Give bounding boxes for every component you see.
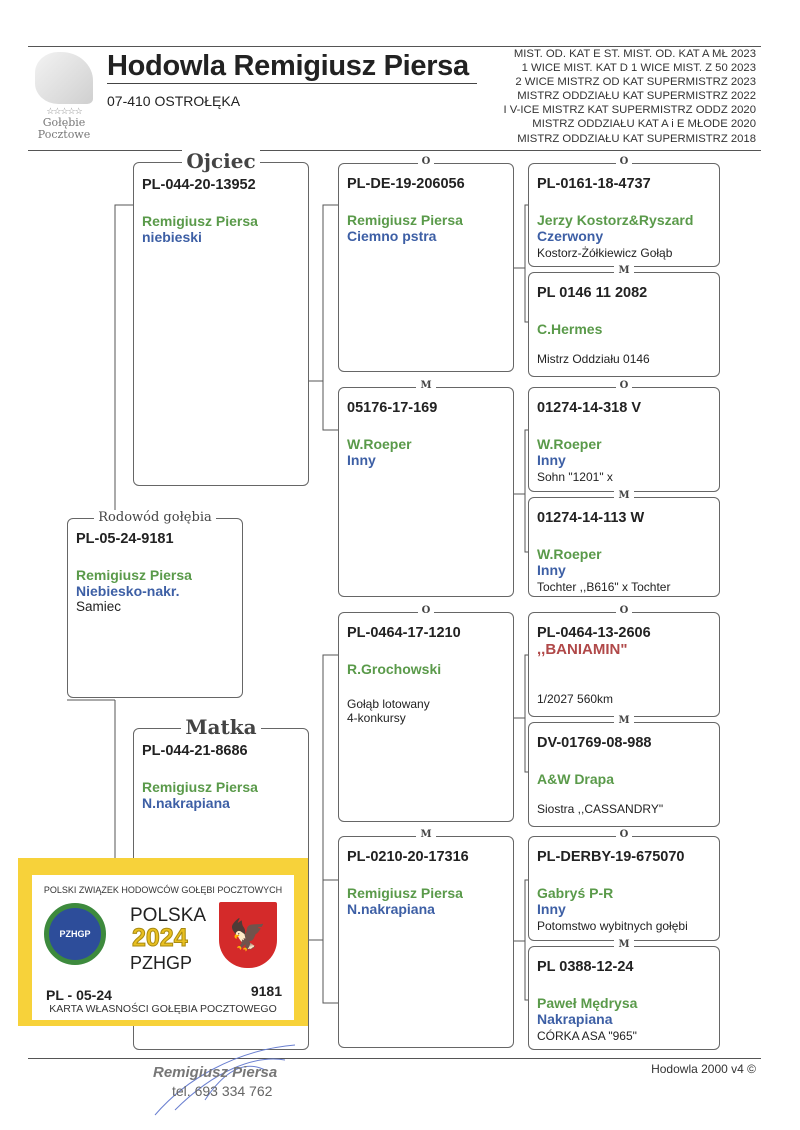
ring-number: 01274-14-318 V — [537, 400, 641, 416]
box-legend — [539, 829, 709, 840]
bird-color: Inny — [347, 452, 376, 468]
bird-note: Tochter ,,B616" x Tochter — [537, 580, 671, 594]
ring-number: DV-01769-08-988 — [537, 735, 652, 751]
pedigree-box-fmm — [528, 490, 720, 597]
ring-number: PL-0464-17-1210 — [347, 625, 461, 641]
box-legend — [349, 605, 503, 616]
breeder-name: Gabryś P-R — [537, 885, 614, 901]
box-label: Rodowód gołębia — [94, 510, 215, 525]
bird-color: N.nakrapiana — [142, 795, 230, 811]
box-label: O — [616, 605, 633, 616]
ring-number: PL-DE-19-206056 — [347, 176, 465, 192]
box-legend — [539, 939, 709, 950]
box-label: Matka — [181, 715, 260, 739]
ring-number: PL-044-20-13952 — [142, 177, 256, 193]
connector-ff — [513, 205, 528, 322]
achievement: 1 WICE MIST. KAT D 1 WICE MIST. Z 50 2023 — [521, 62, 756, 75]
box-label: O — [418, 605, 435, 616]
bird-sex: Samiec — [76, 599, 122, 614]
ring-number: PL-044-21-8686 — [142, 743, 248, 759]
breeder-name: R.Grochowski — [347, 661, 442, 677]
box-label: O — [616, 829, 633, 840]
bird-color: Nakrapiana — [537, 1011, 613, 1027]
achievement: MISTRZ ODDZIAŁU KAT A i E MŁODE 2020 — [532, 118, 756, 131]
box-label: M — [614, 939, 633, 950]
bird-color: Czerwony — [537, 228, 604, 244]
bird-color: Inny — [537, 901, 566, 917]
box-label: M — [614, 265, 633, 276]
ring-number: PL 0146 11 2082 — [537, 285, 648, 301]
ring-number: 01274-14-113 W — [537, 510, 645, 526]
bird-note: 1/2027 560km — [537, 692, 614, 706]
ring-number: PL-05-24-9181 — [76, 531, 174, 547]
box-label: M — [614, 715, 633, 726]
connector-mm — [513, 880, 528, 1000]
phone-number: tel. 693 334 762 — [172, 1083, 273, 1099]
achievement: MISTRZ ODDZIAŁU KAT SUPERMISTRZ 2018 — [517, 132, 756, 145]
card-country: POLSKA — [130, 905, 207, 926]
card-ring-number: 9181 — [250, 983, 282, 999]
pedigree-box-mm — [338, 829, 514, 1048]
logo-text-2: Pocztowe — [37, 128, 91, 141]
pedigree-box-fff — [528, 156, 720, 267]
card-organization: POLSKI ZWIĄZEK HODOWCÓW GOŁĘBI POCZTOWYCH — [43, 885, 283, 895]
pedigree-box-ffm — [528, 265, 720, 377]
ring-number: 05176-17-169 — [347, 400, 438, 416]
pedigree-box-mmm — [528, 939, 720, 1050]
logo-text-1: Gołębie — [42, 116, 86, 129]
bird-color: Niebiesko-nakr. — [76, 583, 180, 599]
bird-color: Inny — [537, 562, 566, 578]
box-legend — [349, 380, 503, 391]
box-legend — [539, 715, 709, 726]
ring-number: PL-DERBY-19-675070 — [537, 849, 685, 865]
breeder-name: Remigiusz Piersa — [347, 885, 463, 901]
box-label: O — [616, 156, 633, 167]
ring-number: PL 0388-12-24 — [537, 959, 634, 975]
pedigree-box-mfm — [528, 715, 720, 827]
card-caption: KARTA WŁASNOŚCI GOŁĘBIA POCZTOWEGO — [49, 1003, 277, 1015]
footer-divider — [28, 1058, 761, 1059]
achievement: 2 WICE MISTRZ OD KAT SUPERMISTRZ 2023 — [515, 76, 756, 89]
pedigree-box-ff — [338, 156, 514, 372]
connector-father — [308, 205, 338, 430]
achievement: MIST. OD. KAT E ST. MIST. OD. KAT A MŁ 2023 — [513, 48, 756, 60]
pedigree-box-fmf — [528, 380, 720, 492]
polish-eagle-icon: 🦅 — [219, 902, 277, 968]
address: 07-410 OSTROŁĘKA — [107, 93, 241, 109]
bird-color: N.nakrapiana — [347, 901, 435, 917]
ring-number: PL-0161-18-4737 — [537, 176, 651, 192]
breeder-name: W.Roeper — [537, 546, 602, 562]
bird-color: Ciemno pstra — [347, 228, 437, 244]
bird-note: CÓRKA ASA "965" — [537, 1029, 637, 1043]
bird-note: Mistrz Oddziału 0146 — [537, 352, 650, 366]
ring-number: PL-0210-20-17316 — [347, 849, 469, 865]
pedigree-box-mf — [338, 605, 514, 822]
connector-fm — [513, 430, 528, 552]
breeder-name: Remigiusz Piersa — [76, 567, 192, 583]
box-legend — [349, 156, 503, 167]
box-label: O — [616, 380, 633, 391]
box-legend — [539, 380, 709, 391]
bird-note: Kostorz-Żółkiewicz Gołąb — [537, 246, 673, 260]
ring-number: PL-0464-13-2606 — [537, 625, 651, 641]
breeder-name: Remigiusz Piersa — [142, 779, 258, 795]
ownership-card — [18, 858, 308, 1026]
breeder-name: Paweł Mędrysa — [537, 995, 638, 1011]
page-title: Hodowla Remigiusz Piersa — [107, 50, 469, 82]
pedigree-box-fm — [338, 380, 514, 597]
bird-color: niebieski — [142, 229, 202, 245]
card-association: PZHGP — [130, 953, 193, 973]
connector-mf — [513, 655, 528, 772]
bird-color: Inny — [537, 452, 566, 468]
bird-name: ,,BANIAMIN" — [537, 641, 628, 658]
box-label: M — [416, 380, 435, 391]
breeder-name: Remigiusz Piersa — [347, 212, 463, 228]
box-legend — [539, 156, 709, 167]
box-legend — [539, 605, 709, 616]
breeder-name: A&W Drapa — [537, 771, 615, 787]
box-legend — [539, 490, 709, 501]
pedigree-box-mmf — [528, 829, 720, 941]
box-label: O — [418, 156, 435, 167]
pedigree-box-father — [133, 149, 309, 486]
box-legend — [144, 149, 298, 173]
breeder-name: C.Hermes — [537, 321, 603, 337]
ownership-card-inner — [32, 875, 294, 1020]
stars-icon: ☆☆☆☆☆ — [46, 106, 82, 116]
bird-note: Siostra ,,CASSANDRY" — [537, 802, 664, 816]
box-legend — [539, 265, 709, 276]
card-year: 2024 — [132, 924, 188, 952]
pedigree-box-mff — [528, 605, 720, 717]
breeder-name: W.Roeper — [537, 436, 602, 452]
box-label: M — [416, 829, 435, 840]
achievement: MISTRZ ODDZIAŁU KAT SUPERMISTRZ 2022 — [517, 90, 756, 103]
breeder-name: Remigiusz Piersa — [142, 213, 258, 229]
breeder-name: W.Roeper — [347, 436, 412, 452]
pedigree-box-subject — [67, 510, 243, 698]
bird-note: Gołąb lotowany 4-konkursy — [347, 697, 430, 725]
signature-name: Remigiusz Piersa — [153, 1064, 278, 1081]
achievement: I V-ICE MISTRZ KAT SUPERMISTRZ ODDZ 2020 — [503, 104, 756, 117]
bird-note: Potomstwo wybitnych gołębi — [537, 919, 688, 933]
box-legend — [144, 715, 298, 739]
connector-mother — [308, 655, 338, 1003]
box-label: M — [614, 490, 633, 501]
breeder-name: Jerzy Kostorz&Ryszard — [537, 212, 694, 228]
card-ring-prefix: PL - 05-24 — [46, 987, 112, 1003]
bird-note: Sohn "1201" x — [537, 470, 613, 484]
software-version: Hodowla 2000 v4 © — [651, 1062, 756, 1076]
box-legend — [78, 510, 232, 525]
box-legend — [349, 829, 503, 840]
pzhgp-emblem-icon: PZHGP — [44, 903, 106, 965]
box-label: Ojciec — [182, 149, 259, 173]
